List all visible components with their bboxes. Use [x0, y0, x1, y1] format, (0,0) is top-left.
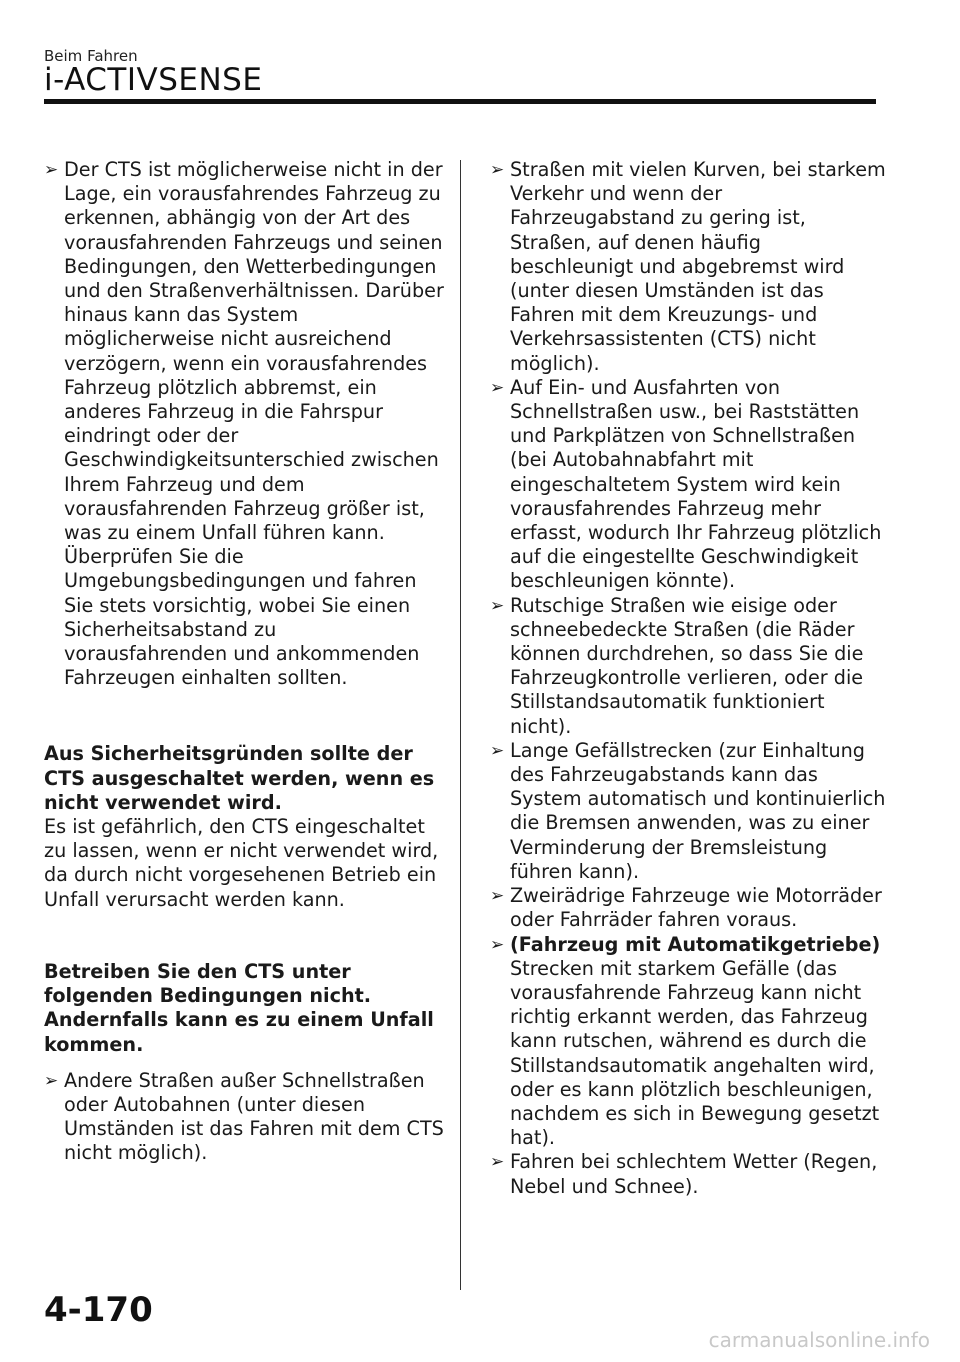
column-divider — [460, 160, 461, 1290]
arrow-bullet-icon: ➢ — [490, 595, 505, 616]
right-column — [490, 158, 890, 1199]
watermark: carmanualsonline.info — [708, 1328, 930, 1352]
section-label: Beim Fahren — [44, 47, 138, 65]
warning-heading: Aus Sicherheitsgründen sollte der CTS ausgeschaltet werden, wenn es nicht verwendet wird. — [44, 742, 435, 814]
arrow-bullet-icon: ➢ — [490, 377, 505, 398]
arrow-bullet-icon: ➢ — [44, 160, 59, 180]
list-item: ➢ Straßen mit vielen Kurven, bei starkem Verkehr und wenn der Fahrzeugabstand zu gering ist, Straßen, auf denen häufig beschleunigt und abgebremst wird (unter diesen Umständen ist das Fahren mit dem Kreuzungs- und Verkehrsassistenten (CTS) nicht möglich). — [490, 158, 886, 375]
list-item: ➢ Der CTS ist möglicherweise nicht in der Lage, ein vorausfahrendes Fahrzeug zu erkennen, abhängig von der Art des vorausfahrenden Fahrzeugs und seinen Bedingungen, den Wetterbedingungen und den Straßenverhältnissen. Darüber hinaus kann das System möglicherweise nicht ausreichend verzögern, wenn ein vorausfahrendes Fahrzeug plötzlich abbremst, ein anderes Fahrzeug in die Fahrspur eindringt oder der Geschwindigkeitsunterschied zwischen Ihrem Fahrzeug und dem vorausfahrenden Fahrzeug größer ist, was zu einem Unfall führen kann. Überprüfen Sie die Umgebungsbedingungen und fahren Sie stets vorsichtig, wobei Sie einen Sicherheitsabstand zu vorausfahrenden und ankommenden Fahrzeugen einhalten sollten. — [44, 158, 444, 690]
page-number: 4-170 — [44, 1290, 153, 1330]
arrow-bullet-icon: ➢ — [490, 934, 505, 955]
arrow-bullet-icon: ➢ — [490, 160, 505, 180]
left-column — [44, 158, 444, 1166]
warning-heading: Betreiben Sie den CTS unter folgenden Bedingungen nicht. Andernfalls kann es zu einem Unfall kommen. — [44, 959, 434, 1056]
arrow-bullet-icon: ➢ — [490, 1152, 505, 1173]
list-item: ➢ Andere Straßen außer Schnellstraßen oder Autobahnen (unter diesen Umständen ist das Fahren mit dem CTS nicht möglich). — [44, 1068, 444, 1165]
list-item: ➢ Lange Gefällstrecken (zur Einhaltung des Fahrzeugabstands kann das System automatisch und kontinuierlich die Bremsen anwenden, was zu einer Verminderung der Bremsleistung führen kann). — [490, 738, 886, 883]
warning-text: Es ist gefährlich, den CTS eingeschaltet zu lassen, wenn er nicht verwendet wird, da durch nicht vorgesehenen Betrieb ein Unfall verursacht werden kann. — [44, 815, 439, 911]
header-rule — [44, 99, 876, 104]
chapter-title: i-ACTIVSENSE — [44, 62, 263, 98]
list-item: ➢ Auf Ein- und Ausfahrten von Schnellstraßen usw., bei Raststätten und Parkplätzen von Schnellstraßen (bei Autobahnabfahrt mit eingeschaltetem System wird kein vorausfahrendes Fahrzeug mehr erfasst, wodurch Ihr Fahrzeug plötzlich auf die eingestellte Geschwindigkeit beschleunigen könnte). — [490, 375, 882, 593]
list-item: ➢ Fahren bei schlechtem Wetter (Regen, Nebel und Schnee). — [490, 1150, 878, 1198]
list-item: ➢ (Fahrzeug mit Automatikgetriebe) Strecken mit starkem Gefälle (das vorausfahrende Fahrzeug kann nicht richtig erkannt werden, das Fahrzeug kann rutschen, während es durch die Stillstandsautomatik angehalten wird, oder es kann plötzlich beschleunigen, nachdem es sich in Bewegung gesetzt hat). — [490, 932, 881, 1150]
list-item: ➢ Rutschige Straßen wie eisige oder schneebedeckte Straßen (die Räder können durchdrehen, so dass Sie die Fahrzeugkontrolle verlieren, oder die Stillstandsautomatik funktioniert nicht). — [490, 593, 864, 738]
arrow-bullet-icon: ➢ — [490, 740, 505, 761]
arrow-bullet-icon: ➢ — [44, 1070, 59, 1091]
arrow-bullet-icon: ➢ — [490, 886, 505, 907]
list-item: ➢ Zweirädrige Fahrzeuge wie Motorräder oder Fahrräder fahren voraus. — [490, 884, 882, 932]
